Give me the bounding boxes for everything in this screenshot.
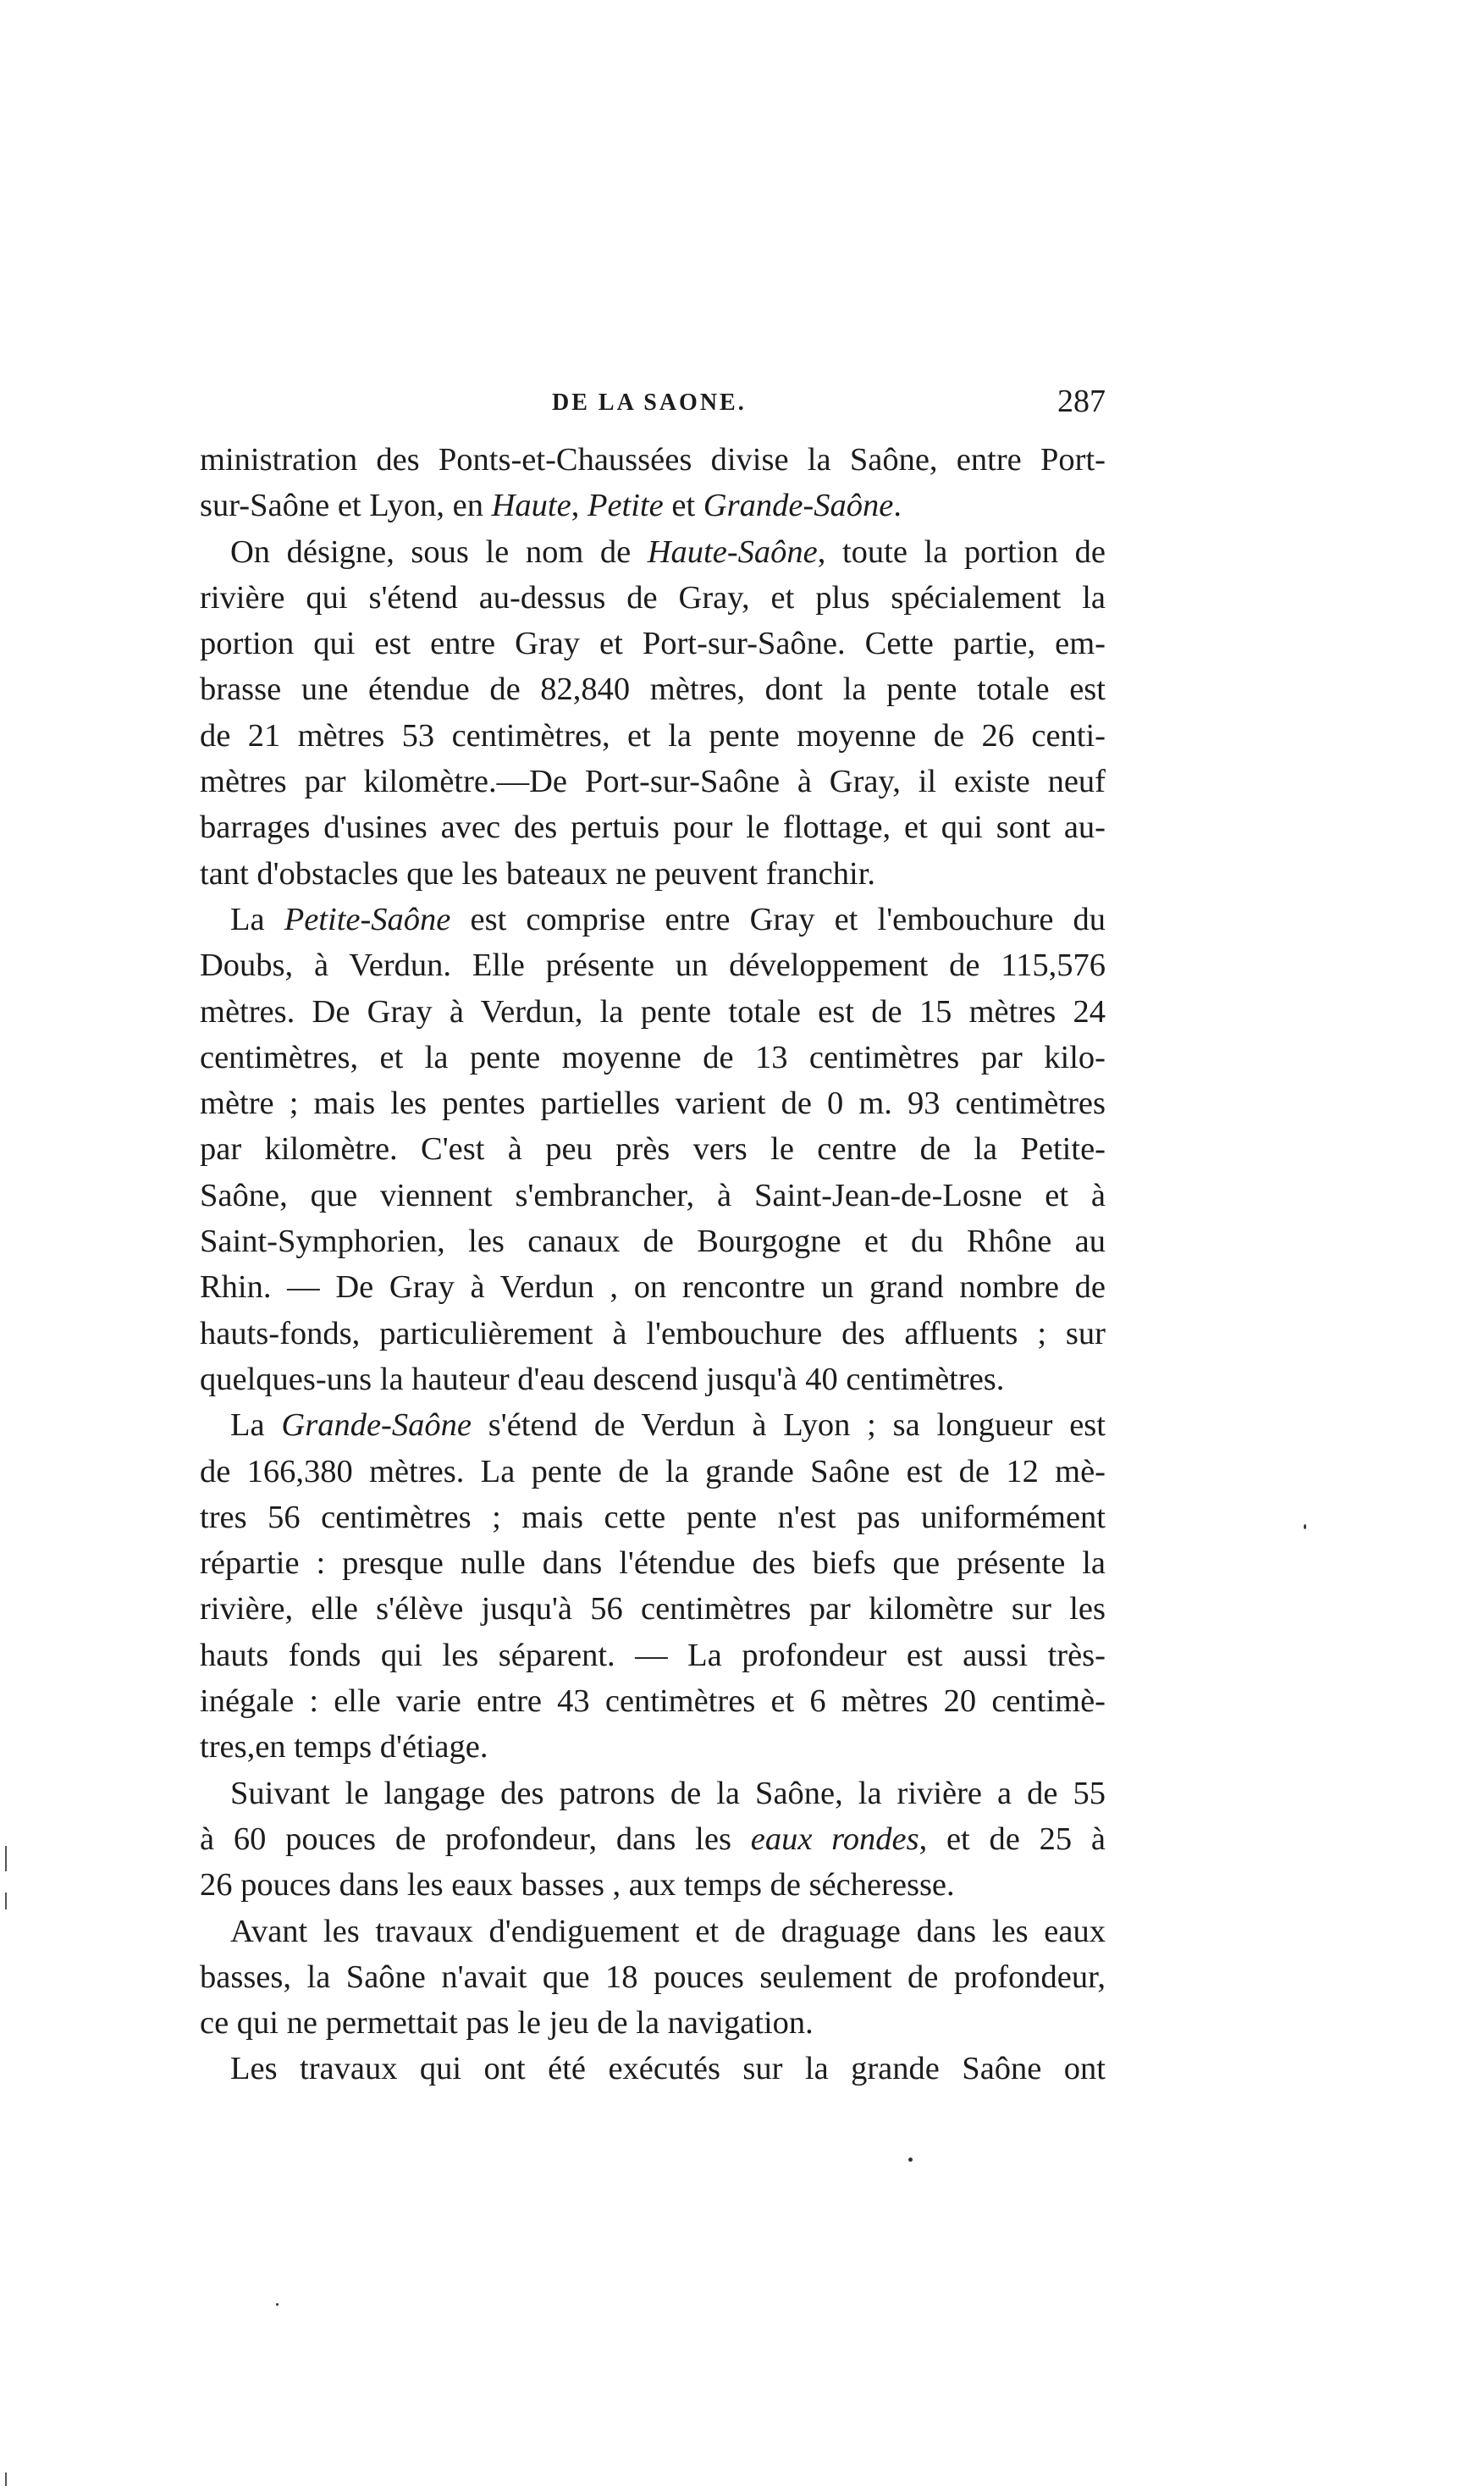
paragraph	[200, 529, 1106, 897]
text-line: mètre ; mais les pentes partielles varient de 0 m. 93 centimètres	[200, 1086, 1106, 1122]
body-text	[200, 437, 1106, 2092]
text-line: Saône, que viennent s'embrancher, à Saint-Jean-de-Losne et à	[200, 1177, 1106, 1213]
text-line: barrages d'usines avec des pertuis pour le flottage, et qui sont au-	[200, 809, 1106, 846]
text-line: Suivant le langage des patrons de la Saône, la rivière a de 55	[230, 1775, 1106, 1811]
text-line: quelques-uns la hauteur d'eau descend jusqu'à 40 centimètres.	[200, 1361, 1005, 1397]
text-line: ce qui ne permettait pas le jeu de la navigation.	[200, 2005, 814, 2042]
text-line: répartie : presque nulle dans l'étendue des biefs que présente la	[200, 1545, 1106, 1582]
text-line: 26 pouces dans les eaux basses , aux temps de sécheresse.	[200, 1867, 955, 1904]
text-line: par kilomètre. C'est à peu près vers le centre de la Petite-	[200, 1131, 1106, 1168]
text-line: tres 56 centimètres ; mais cette pente n'est pas uniformément	[200, 1499, 1106, 1535]
text-line: La Grande-Saône s'étend de Verdun à Lyon ; sa longueur est	[230, 1407, 1106, 1444]
text-line: hauts-fonds, particulièrement à l'embouchure des affluents ; sur	[200, 1315, 1106, 1351]
text-line: mètres par kilomètre.—De Port-sur-Saône à Gray, il existe neuf	[200, 764, 1106, 800]
text-line: portion qui est entre Gray et Port-sur-Saône. Cette partie, em-	[200, 626, 1106, 662]
scan-speck	[276, 2303, 279, 2306]
text-line: rivière, elle s'élève jusqu'à 56 centimètres par kilomètre sur les	[200, 1591, 1106, 1627]
page-number: 287	[1057, 384, 1106, 419]
text-line: Saint-Symphorien, les canaux de Bourgogne et du Rhône au	[200, 1224, 1106, 1260]
text-line: Rhin. — De Gray à Verdun , on rencontre un grand nombre de	[200, 1269, 1106, 1306]
text-line: de 166,380 mètres. La pente de la grande Saône est de 12 mè-	[200, 1453, 1106, 1489]
text-line: rivière qui s'étend au-dessus de Gray, et plus spécialement la	[200, 579, 1106, 616]
paragraph	[200, 897, 1106, 1402]
text-line: basses, la Saône n'avait que 18 pouces seulement de profondeur,	[200, 1959, 1106, 1995]
text-line: Avant les travaux d'endiguement et de draguage dans les eaux	[230, 1913, 1106, 1949]
text-line: On désigne, sous le nom de Haute-Saône, toute la portion de	[230, 533, 1106, 570]
paragraph	[200, 437, 1106, 529]
text-line: mètres. De Gray à Verdun, la pente totale est de 15 mètres 24	[200, 993, 1106, 1030]
text-line: centimètres, et la pente moyenne de 13 centimètres par kilo-	[200, 1039, 1106, 1075]
margin-mark	[5, 2473, 7, 2486]
text-line: tres,en temps d'étiage.	[200, 1729, 488, 1765]
text-line: à 60 pouces de profondeur, dans les eaux rondes, et de 25 à	[200, 1821, 1106, 1857]
running-title: DE LA SAONE.	[552, 390, 747, 416]
text-line: tant d'obstacles que les bateaux ne peuvent franchir.	[200, 855, 876, 892]
text-line: de 21 mètres 53 centimètres, et la pente moyenne de 26 centi-	[200, 717, 1106, 754]
text-line: Doubs, à Verdun. Elle présente un développement de 115,576	[200, 948, 1106, 984]
paragraph	[200, 2046, 1106, 2091]
text-line: La Petite-Saône est comprise entre Gray et l'embouchure du	[230, 901, 1106, 937]
paragraph	[200, 1771, 1106, 1909]
text-line: inégale : elle varie entre 43 centimètres et 6 mètres 20 centimè-	[200, 1683, 1106, 1720]
scan-speck	[1304, 1524, 1306, 1529]
paragraph	[200, 1402, 1106, 1770]
paragraph	[200, 1909, 1106, 2047]
text-line: hauts fonds qui les séparent. — La profondeur est aussi très-	[200, 1637, 1106, 1673]
scan-speck	[908, 2158, 913, 2162]
margin-mark	[5, 1846, 7, 1871]
text-line: brasse une étendue de 82,840 mètres, dont la pente totale est	[200, 671, 1106, 708]
page-header	[200, 383, 1106, 425]
margin-mark	[5, 1892, 7, 1909]
text-line: Les travaux qui ont été exécutés sur la grande Saône ont	[230, 2051, 1106, 2087]
text-line: sur-Saône et Lyon, en Haute, Petite et Grande-Saône.	[200, 488, 902, 524]
text-line: ministration des Ponts-et-Chaussées divise la Saône, entre Port-	[200, 442, 1106, 478]
